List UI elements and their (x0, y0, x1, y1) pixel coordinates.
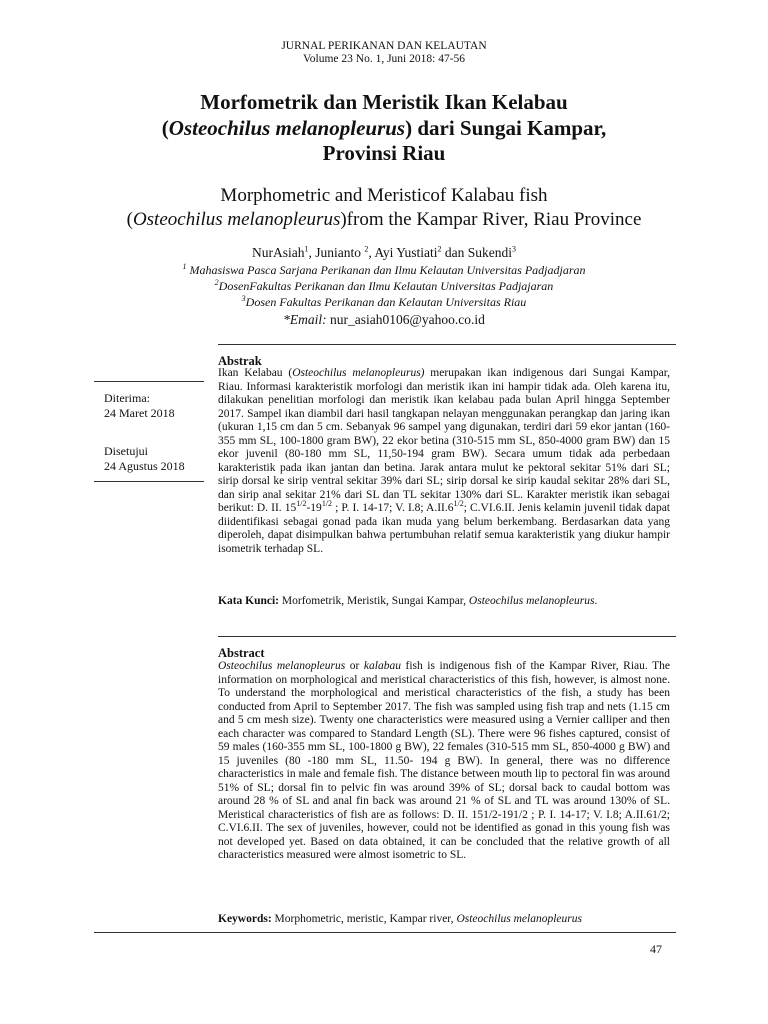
keywords (218, 912, 670, 926)
title-line-3: Provinsi Riau (322, 141, 446, 165)
subtitle-line-2-rest: )from the Kampar River, Riau Province (340, 209, 642, 230)
abstrak-top-rule (218, 344, 676, 345)
affiliation-1 (0, 263, 768, 278)
kata-kunci (218, 594, 670, 608)
abstract-body (218, 660, 670, 863)
subtitle-line-1: Morphometric and Meristicof Kalabau fish (220, 185, 548, 206)
affiliation-2-sup: 2 (214, 278, 219, 287)
title-species: Osteochilus melanopleurus (168, 115, 406, 140)
title-line-1: Morfometrik dan Meristik Ikan Kelabau (200, 90, 568, 114)
approved-date: 24 Agustus 2018 (104, 459, 185, 473)
author-3-sup: 2 (437, 244, 442, 254)
author-1-sup: 1 (304, 244, 309, 254)
approved-block (104, 444, 198, 474)
abstract-text-or: or (345, 660, 364, 672)
author-list (0, 245, 768, 261)
abstrak-sup-1: 1/2 (296, 499, 307, 509)
kata-kunci-label: Kata Kunci: (218, 595, 280, 607)
affiliation-1-sup: 1 (182, 262, 187, 271)
abstrak-text-end: ; C.VI.6.II. Jenis kelamin juvenil tidak dapat diidentifikasi sebagai gonad pada ikan muda yang belum berkembang. Berdasarkan data yang diperoleh, dapat disimpulkan bahwa pertumbuhan relatif semua karakteristik yang diukur hampir isometrik terhadap SL. (218, 502, 671, 555)
subtitle-paren-open: ( (126, 209, 133, 230)
author-2: , Junianto (308, 245, 365, 260)
author-4-sup: 3 (512, 244, 517, 254)
affiliation-1-text: Mahasiswa Pasca Sarjana Perikanan dan Ilmu Kelautan Universitas Padjadjaran (186, 263, 586, 277)
abstract-heading: Abstract (218, 646, 265, 660)
affiliation-2 (0, 279, 768, 294)
affiliation-3 (0, 295, 768, 310)
kata-kunci-end: . (594, 595, 598, 607)
keywords-label: Keywords: (218, 913, 272, 925)
abstract-top-rule (218, 636, 676, 637)
abstrak-body (218, 367, 670, 556)
abstrak-text-mid-2: ; P. I. 14-17; V. I.8; A.II.6 (332, 502, 454, 514)
dates-top-rule (94, 381, 204, 382)
approved-label: Disetujui (104, 444, 148, 458)
affiliation-3-text: Dosen Fakultas Perikanan dan Kelautan Universitas Riau (245, 295, 527, 309)
journal-name: JURNAL PERIKANAN DAN KELAUTAN (281, 40, 487, 52)
kata-kunci-species: Osteochilus melanopleurus (468, 595, 595, 607)
page-number: 47 (650, 942, 662, 956)
author-2-sup: 2 (364, 244, 369, 254)
author-1: NurAsiah (251, 245, 305, 260)
received-label: Diterima: (104, 391, 150, 405)
subtitle-species: Osteochilus melanopleurus (132, 209, 341, 230)
abstrak-species: Osteochilus melanopleurus) (292, 367, 425, 379)
received-block (104, 391, 198, 421)
abstrak-text-start: Ikan Kelabau ( (218, 367, 293, 379)
author-email (0, 312, 768, 328)
paper-subtitle (0, 184, 768, 232)
paper-title (0, 90, 768, 167)
affiliation-2-text: DosenFakultas Perikanan dan Ilmu Kelautan Universitas Padjajaran (218, 279, 554, 293)
abstract-text-main: fish is indigenous fish of the Kampar River, Riau. The information on morphological and meristical characteristics of this fish, however, is almost none. To understand the morphological and meristical characteristics of the fish, a study has been conducted from April to September 2017. The fish was sampled using fish trap and nets (1.15 cm and 5 cm mesh size). Twenty one characteristics were measured using a Vernier calliper and then each character was compared to Standard Length (SL). There were 96 fishes captured, consist of 59 males (160-355 mm SL, 100-1800 g BW), 22 females (310-515 mm SL, 850-4000 g BW) and 15 juveniles (80 -180 mm SL, 11.50- 194 g BW). In general, there was no difference characteristics in male and female fish. The distance between mouth lip to pectoral fin was around 51% of SL; dorsal fin to pelvic fin was around 39% of SL; dorsal back to caudal bottom was around 28 % of SL and anal fin back was around 21 % of SL and TL was around 130% of SL. Meristical characteristics of fish are as follows: D. II. 151/2-191/2 ; P. I. 14-17; V. I.8; A.II.61/2; C.VI.6.II. The sex of juveniles, however, could not be identified as gonad in this young fish was not developed yet. Based on data obtained, it can be concluded that the relative growth of all characteristics measured were almost isometric to SL. (218, 660, 670, 861)
keywords-species: Osteochilus melanopleurus (456, 913, 582, 925)
title-line-2-rest: ) dari Sungai Kampar, (405, 115, 607, 140)
abstract-kalabau: kalabau (363, 660, 401, 672)
abstract-species: Osteochilus melanopleurus (218, 660, 346, 672)
journal-volume: Volume 23 No. 1, Juni 2018: 47-56 (302, 53, 466, 65)
journal-header (0, 40, 768, 66)
dates-bottom-rule (94, 481, 204, 482)
abstrak-heading: Abstrak (218, 354, 262, 368)
abstrak-sup-3: 1/2 (453, 499, 464, 509)
keywords-text: Morphometric, meristic, Kampar river, (271, 913, 457, 925)
abstrak-text-mid-1: -19 (306, 502, 322, 514)
author-4: dan Sukendi (441, 245, 513, 260)
subtitle-line-2 (0, 208, 768, 232)
author-3: , Ayi Yustiati (368, 245, 438, 260)
received-date: 24 Maret 2018 (104, 406, 175, 420)
kata-kunci-text: Morfometrik, Meristik, Sungai Kampar, (279, 595, 469, 607)
email-address[interactable]: nur_asiah0106@yahoo.co.id (326, 312, 485, 327)
title-line-2 (0, 116, 768, 142)
affiliation-3-sup: 3 (241, 294, 246, 303)
title-paren-open: ( (161, 115, 169, 140)
footer-rule (94, 932, 676, 933)
abstrak-sup-2: 1/2 (321, 499, 333, 509)
email-label: *Email: (283, 312, 327, 327)
abstrak-text-main: merupakan ikan indigenous dari Sungai Kampar, Riau. Informasi karakteristik morfologi dan meristik ikan ini hampir tidak ada. Oleh karena itu, dilakukan penelitian morfologi dan meristik ikan kelabau pada bulan April hingga September 2017. Sampel ikan diambil dari hasil tangkapan nelayan menggunakan perangkap dan jaring ikan (ukuran 1,15 cm dan 5 cm. Sebanyak 96 sampel yang digunakan, terdiri dari 59 ekor jantan (160-355 mm SL, 100-1800 gram BW), 22 ekor betina (310-515 mm SL, 850-4000 gram BW) dan 15 ekor juvenil (80-180 mm SL, 11,50-194 gram BW). Secara umum tidak ada perbedaan karakteristik pada ikan jantan dan betina. Jarak antara mulut ke pektoral sekitar 51% dari SL; sirip dorsal ke sirip ventral sekitar 39% dari SL; sirip dorsal ke sirip kaudal sekitar 28% dari SL, dan sirip anal sekitar 21% dari SL dan TL sekitar 130% dari SL. Karakter meristik ikan sebagai berikut: D. II. 15 (218, 367, 670, 514)
